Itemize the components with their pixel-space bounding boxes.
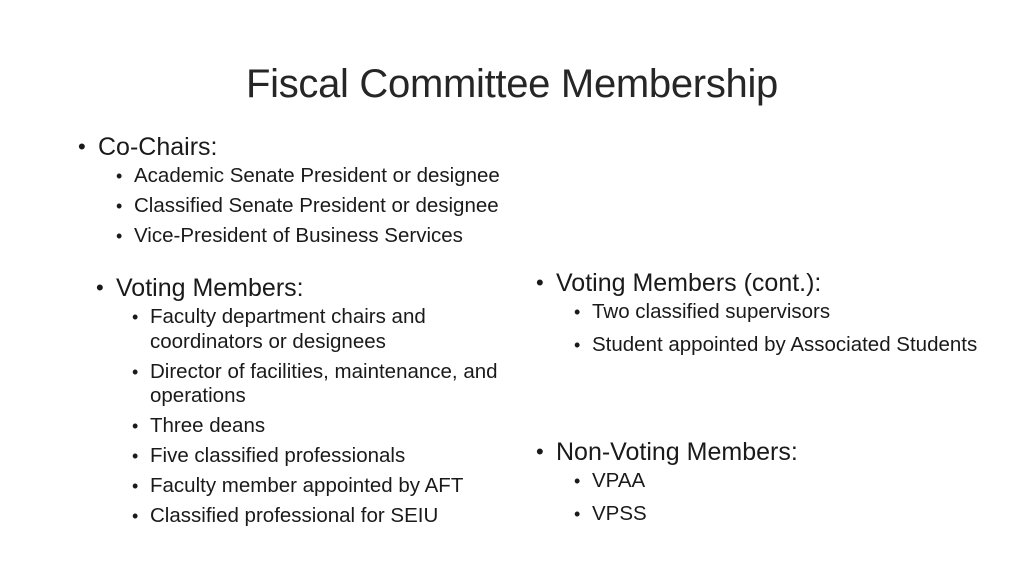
list-item: • Faculty member appointed by AFT bbox=[132, 474, 522, 499]
list-item: • Five classified professionals bbox=[132, 444, 522, 469]
list-item: • Faculty department chairs and coordinators or designees bbox=[132, 305, 522, 354]
list-item: • Two classified supervisors bbox=[574, 300, 984, 325]
list-item: • Three deans bbox=[132, 414, 522, 439]
list-item: • Director of facilities, maintenance, and operations bbox=[132, 360, 522, 409]
voting-members-cont-heading: • Voting Members (cont.): bbox=[536, 268, 996, 298]
slide-title: Fiscal Committee Membership bbox=[245, 62, 779, 106]
list-item: • VPAA bbox=[574, 469, 996, 494]
voting-members-cont-section bbox=[536, 268, 996, 365]
co-chairs-section bbox=[78, 132, 578, 254]
list-item: • Classified professional for SEIU bbox=[132, 504, 522, 529]
voting-members-cont-list bbox=[574, 300, 984, 357]
co-chairs-list bbox=[116, 164, 578, 249]
voting-members-list bbox=[132, 305, 522, 529]
list-item: • Academic Senate President or designee bbox=[116, 164, 578, 189]
voting-members-section bbox=[96, 273, 536, 534]
list-item: • Classified Senate President or designee bbox=[116, 194, 578, 219]
list-item: • VPSS bbox=[574, 502, 996, 527]
non-voting-members-heading: • Non-Voting Members: bbox=[536, 437, 996, 467]
co-chairs-heading: • Co-Chairs: bbox=[78, 132, 578, 162]
non-voting-members-list bbox=[574, 469, 996, 527]
non-voting-members-section bbox=[536, 437, 996, 535]
voting-members-heading: • Voting Members: bbox=[96, 273, 536, 303]
list-item: • Student appointed by Associated Students bbox=[574, 333, 984, 358]
list-item: • Vice-President of Business Services bbox=[116, 224, 578, 249]
